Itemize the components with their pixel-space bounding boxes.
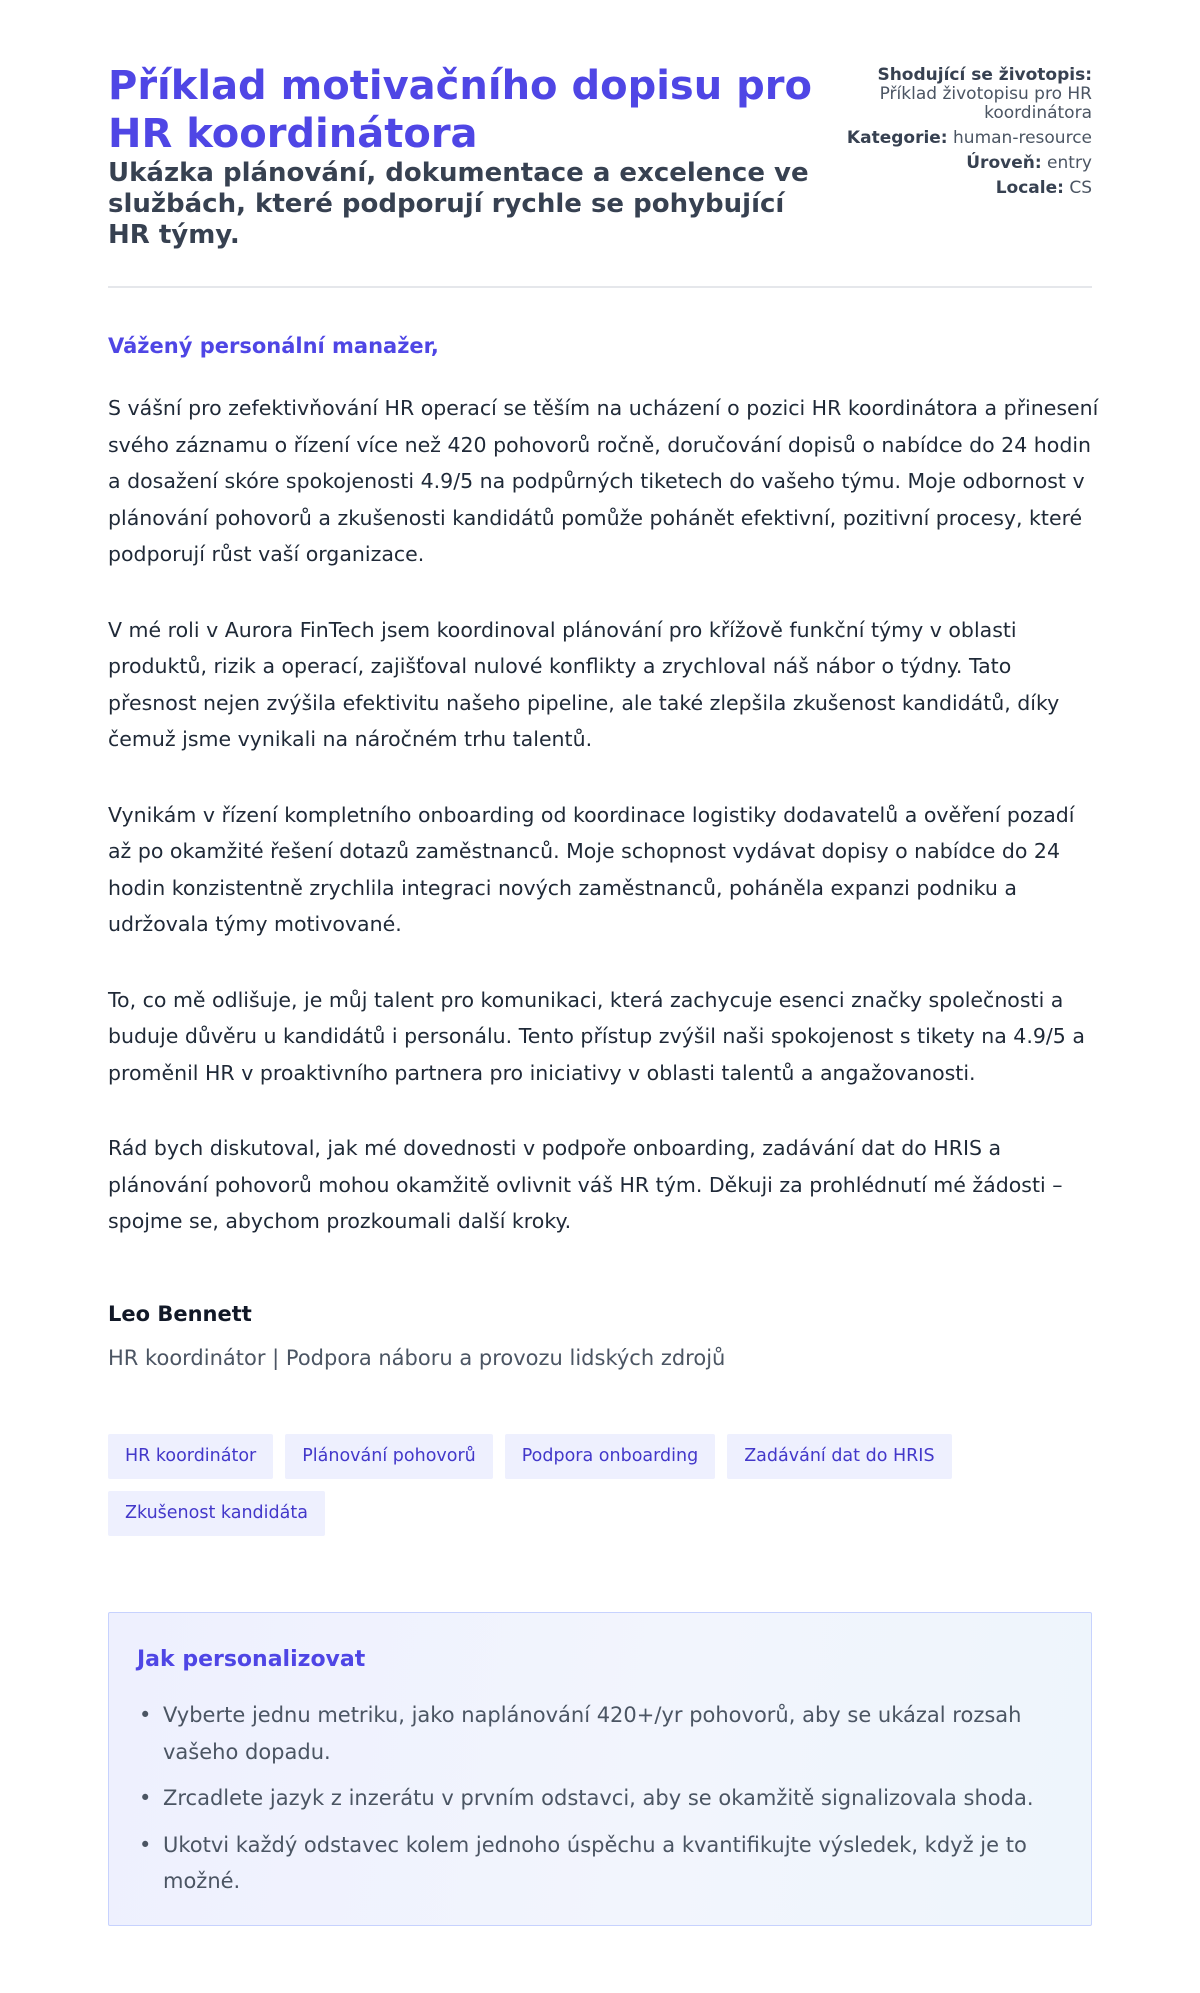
tip-text: Vyberte jednu metriku, jako naplánování 420+/yr pohovorů, aby se ukázal rozsah vašeho dopadu. [163, 1703, 1022, 1764]
signature-name: Leo Bennett [108, 1302, 252, 1326]
letter-paragraph: Rád bych diskutoval, jak mé dovednosti v podpoře onboarding, zadávání dat do HRIS a plánování pohovorů mohou okamžitě ovlivnit váš HR tým. Děkuji za prohlédnutí mé žádosti – spojme se, abychom prozkoumali další kroky. [108, 1136, 1063, 1233]
meta-resume-value[interactable]: Příklad životopisu pro HR koordinátora [879, 84, 1092, 123]
skill-tags [108, 1434, 1098, 1536]
tip-item [139, 1697, 1083, 1770]
tips-list [137, 1697, 1083, 1910]
letter-body [108, 390, 1100, 1279]
tip-item [139, 1827, 1083, 1900]
letter-salutation: Vážený personální manažer, [108, 334, 439, 358]
meta-locale-label: Locale: [995, 178, 1064, 198]
meta-category-label: Kategorie: [846, 128, 948, 148]
meta-locale-value: CS [1069, 178, 1092, 198]
skill-tag: HR koordinátor [108, 1434, 273, 1479]
skill-tag: Zadávání dat do HRIS [727, 1434, 951, 1479]
tip-text: Ukotvi každý odstavec kolem jednoho úspěchu a kvantifikujte výsledek, když je to možné. [163, 1832, 1027, 1893]
meta-resume-label: Shodující se životopis: [877, 65, 1092, 85]
skill-tag: Podpora onboarding [505, 1434, 715, 1479]
letter-paragraph: To, co mě odlišuje, je můj talent pro komunikaci, která zachycuje esenci značky společnosti a buduje důvěru u kandidátů i personálu. Tento přístup zvýšil naši spokojenost s tikety na 4.9/5 a proměnil HR v proaktivního partnera pro iniciativy v oblasti talentů a angažovanosti. [108, 987, 1085, 1085]
letter-paragraph: V mé roli v Aurora FinTech jsem koordinoval plánování pro křížově funkční týmy v oblasti produktů, rizik a operací, zajišťoval nulové konflikty a zrychloval náš nábor o týdny. Tato přesnost nejen zvýšila efektivitu našeho pipeline, ale také zlepšila zkušenost kandidátů, díky čemuž jsme vynikali na náročném trhu talentů. [108, 617, 1060, 751]
meta-level-value: entry [1047, 153, 1092, 173]
meta-level-label: Úroveň: [966, 153, 1042, 173]
bullet-icon: • [139, 1832, 152, 1857]
page-header [108, 62, 1092, 288]
skill-tag: Plánování pohovorů [285, 1434, 493, 1479]
meta-category [832, 129, 1092, 148]
skill-tag: Zkušenost kandidáta [108, 1491, 325, 1536]
letter-paragraph: S vášní pro zefektivňování HR operací se těším na ucházení o pozici HR koordinátora a přinesení svého záznamu o řízení více než 420 pohovorů ročně, doručování dopisů o nabídce do 24 hodin a dosažení skóre spokojenosti 4.9/5 na podpůrných tiketech do vašeho týmu. Moje odbornost v plánování pohovorů a zkušenosti kandidátů pomůže pohánět efektivní, pozitivní procesy, které podporují růst vaší organizace. [108, 396, 1099, 566]
bullet-icon: • [139, 1786, 152, 1810]
bullet-icon: • [139, 1703, 152, 1727]
meta-level [832, 154, 1092, 173]
personalization-tips-box [108, 1612, 1092, 1926]
meta-locale [832, 179, 1092, 198]
page-subtitle: Ukázka plánování, dokumentace a excelence ve službách, které podporují rychle se pohybující HR týmy. [108, 158, 809, 250]
tip-item [139, 1780, 1083, 1817]
page-title: Příklad motivačního dopisu pro HR koordinátora [108, 63, 812, 157]
meta-category-value: human-resource [953, 128, 1092, 148]
tips-title: Jak personalizovat [137, 1647, 366, 1672]
tip-text: Zrcadlete jazyk z inzerátu v prvním odstavci, aby se okamžitě signalizovala shoda. [163, 1786, 1034, 1810]
meta-panel [832, 66, 1092, 198]
signature-role: HR koordinátor | Podpora náboru a provozu lidských zdrojů [108, 1346, 726, 1370]
letter-paragraph: Vynikám v řízení kompletního onboarding od koordinace logistiky dodavatelů a ověření pozadí až po okamžité řešení dotazů zaměstnanců. Moje schopnost vydávat dopisy o nabídce do 24 hodin konzistentně zrychlila integraci nových zaměstnanců, poháněla expanzi podniku a udržovala týmy motivované. [108, 802, 1075, 936]
